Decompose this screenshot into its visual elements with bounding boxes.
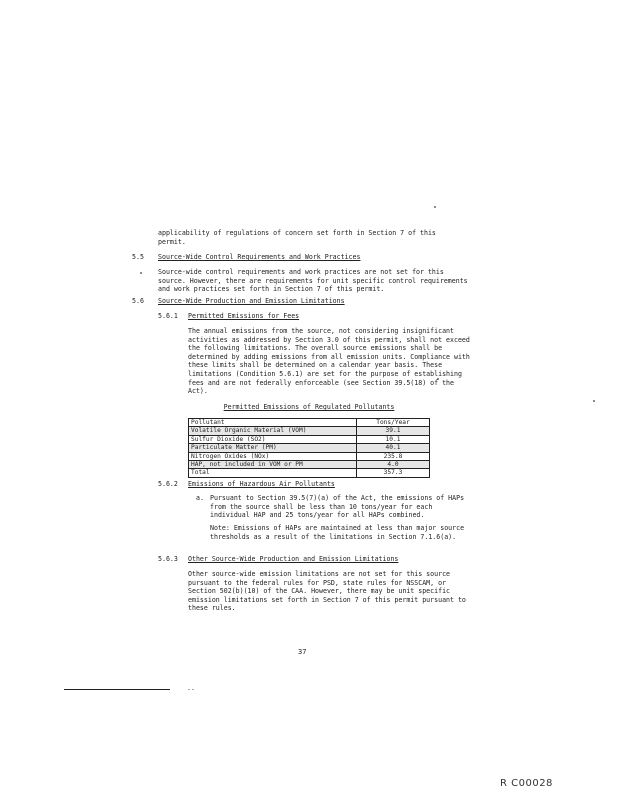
section-5-6-title: Source-Wide Production and Emission Limitations <box>158 297 345 305</box>
section-5-6-3-number: 5.6.3 <box>158 555 178 563</box>
table-cell-value: 10.1 <box>357 435 430 443</box>
section-5-6-number: 5.6 <box>132 297 144 305</box>
table-row <box>189 444 430 452</box>
footnote-rule <box>64 689 170 690</box>
emissions-table <box>188 418 430 478</box>
section-5-5-number: 5.5 <box>132 253 144 261</box>
speck <box>593 400 595 402</box>
table-cell-value: 357.3 <box>357 469 430 477</box>
speck <box>140 272 142 274</box>
table-row <box>189 435 430 443</box>
section-5-6-2-item-text: Pursuant to Section 39.5(7)(a) of the Act, the emissions of HAPs from the source shall be less than 10 tons/year for each individual HAP and 25 tons/year for all HAPs combined. <box>210 494 465 520</box>
section-5-6-2-title: Emissions of Hazardous Air Pollutants <box>188 480 335 488</box>
table-row <box>189 427 430 435</box>
section-5-5-title: Source-Wide Control Requirements and Work Practices <box>158 253 361 261</box>
table-row <box>189 469 430 477</box>
section-5-6-3-title: Other Source-Wide Production and Emission Limitations <box>188 555 399 563</box>
table-cell-pollutant: Nitrogen Oxides (NOx) <box>189 452 357 460</box>
table-row <box>189 461 430 469</box>
footnote-mark: .. <box>187 684 195 692</box>
table-cell-pollutant: Volatile Organic Material (VOM) <box>189 427 357 435</box>
section-5-6-2-item-label: a. <box>196 494 204 502</box>
table-cell-pollutant: HAP, not included in VOM or PM <box>189 461 357 469</box>
table-header-value: Tons/Year <box>357 419 430 427</box>
table-row <box>189 452 430 460</box>
intro-line-1: applicability of regulations of concern set forth in Section 7 of this <box>158 229 436 237</box>
bates-stamp: R C00028 <box>500 778 553 789</box>
table-cell-value: 235.8 <box>357 452 430 460</box>
section-5-6-2-note: Note: Emissions of HAPs are maintained at less than major source thresholds as a result of the limitations in Section 7.1.6(a). <box>210 524 465 541</box>
section-5-6-2-number: 5.6.2 <box>158 480 178 488</box>
table-cell-pollutant: Particulate Matter (PM) <box>189 444 357 452</box>
section-5-6-1-number: 5.6.1 <box>158 312 178 320</box>
section-5-6-3-body: Other source-wide emission limitations are not set for this source pursuant to the federal rules for PSD, state rules for NSSCAM, or Section 502(b)(10) of the CAA. However, there may be unit specific emission limitations set forth in Section 7 of this permit pursuant to these rules. <box>188 570 466 613</box>
table-header-pollutant: Pollutant <box>189 419 357 427</box>
table-cell-value: 40.1 <box>357 444 430 452</box>
section-5-6-1-title: Permitted Emissions for Fees <box>188 312 300 320</box>
section-5-5-body: Source-wide control requirements and work practices are not set for this source. However, there are requirements for unit specific control requirements and work practices set forth in Section 7 of this permit. <box>158 268 468 294</box>
table-cell-pollutant: Sulfur Dioxide (SO2) <box>189 435 357 443</box>
section-5-6-1-body: The annual emissions from the source, not considering insignificant activities as addressed by Section 3.0 of this permit, shall not exceed the following limitations. The overall source emissions shall be determined by adding emissions from all emission units. Compliance with these limits shall be determined on a calendar year basis. These limitations (Condition 5.6.1) are set for the purpose of establishing fees and are not federally enforceable (see Section 39.5(18) of the Act). <box>188 327 470 396</box>
page-number: 37 <box>298 648 307 656</box>
table-caption: Permitted Emissions of Regulated Pollutants <box>223 403 395 411</box>
table-cell-pollutant: Total <box>189 469 357 477</box>
intro-line-2: permit. <box>158 238 186 246</box>
speck <box>434 206 436 208</box>
table-header-row <box>189 419 430 427</box>
table-cell-value: 39.1 <box>357 427 430 435</box>
table-cell-value: 4.0 <box>357 461 430 469</box>
